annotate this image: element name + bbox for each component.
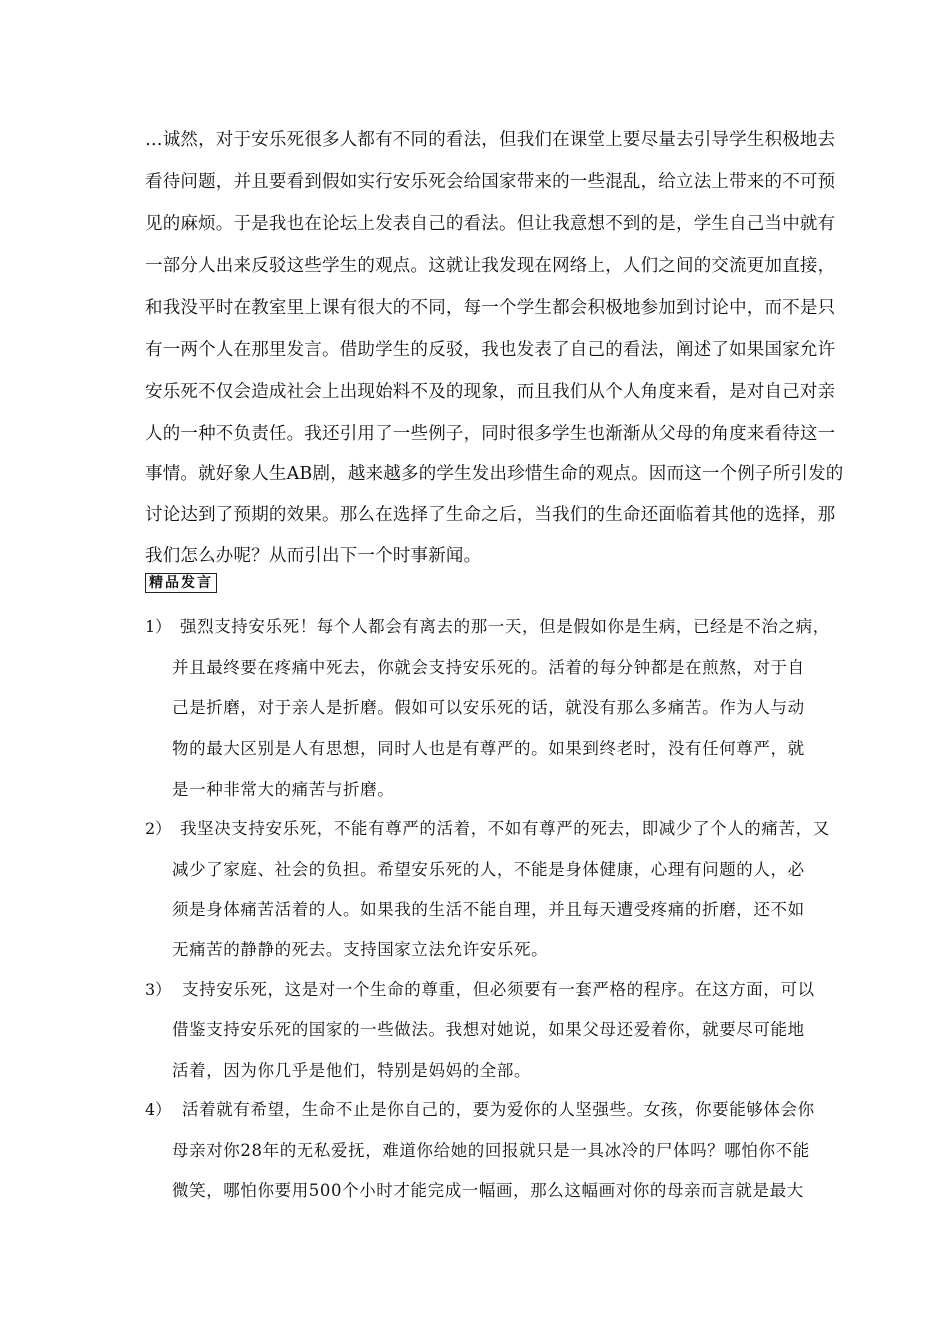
- paragraph-line: 有一两个人在那里发言。借助学生的反驳，我也发表了自己的看法，阐述了如果国家允许: [145, 340, 836, 360]
- item-line: 母亲对你28年的无私爱抚，难道你给她的回报就只是一具冰冷的尸体吗？哪怕你不能: [172, 1141, 810, 1160]
- paragraph-line: 安乐死不仅会造成社会上出现始料不及的现象，而且我们从个人角度来看，是对自己对亲: [145, 382, 836, 402]
- item-number: 3）: [145, 980, 172, 999]
- paragraph-line: 和我没平时在教室里上课有很大的不同，每一个学生都会积极地参加到讨论中，而不是只: [145, 298, 836, 318]
- item-line: 物的最大区别是人有思想，同时人也是有尊严的。如果到终老时，没有任何尊严，就: [172, 739, 805, 758]
- paragraph-line: 见的麻烦。于是我也在论坛上发表自己的看法。但让我意想不到的是，学生自己当中就有: [145, 214, 836, 234]
- item-line: 并且最终要在疼痛中死去，你就会支持安乐死的。活着的每分钟都是在煎熬，对于自: [172, 658, 805, 677]
- item-line: 减少了家庭、社会的负担。希望安乐死的人，不能是身体健康，心理有问题的人，必: [172, 860, 805, 879]
- item-number: 1）: [145, 617, 172, 636]
- item-line: 支持安乐死，这是对一个生命的尊重，但必须要有一套严格的程序。在这方面，可以: [182, 980, 815, 999]
- section-heading: 精品发言: [145, 573, 217, 593]
- item-line: 活着就有希望，生命不止是你自己的，要为爱你的人坚强些。女孩，你要能够体会你: [182, 1100, 815, 1119]
- item-line: 是一种非常大的痛苦与折磨。: [172, 780, 395, 799]
- item-line: 我坚决支持安乐死，不能有尊严的活着，不如有尊严的死去，即减少了个人的痛苦，又: [180, 819, 830, 838]
- paragraph-line: 事情。就好象人生AB剧，越来越多的学生发出珍惜生命的观点。因而这一个例子所引发的: [145, 464, 844, 484]
- item-line: 活着，因为你几乎是他们，特别是妈妈的全部。: [172, 1061, 532, 1080]
- item-line: 无痛苦的静静的死去。支持国家立法允许安乐死。: [172, 940, 549, 959]
- item-number: 2）: [145, 819, 172, 838]
- item-line: 微笑，哪怕你要用500个小时才能完成一幅画，那么这幅画对你的母亲而言就是最大: [172, 1181, 804, 1200]
- item-line: 须是身体痛苦活着的人。如果我的生活不能自理，并且每天遭受疼痛的折磨，还不如: [172, 900, 805, 919]
- item-number: 4）: [145, 1100, 172, 1119]
- item-line: 强烈支持安乐死！每个人都会有离去的那一天，但是假如你是生病，已经是不治之病，: [180, 617, 830, 636]
- paragraph-line: 看待问题，并且要看到假如实行安乐死会给国家带来的一些混乱，给立法上带来的不可预: [145, 172, 836, 192]
- item-line: 借鉴支持安乐死的国家的一些做法。我想对她说，如果父母还爱着你，就要尽可能地: [172, 1020, 805, 1039]
- paragraph-line: 一部分人出来反驳这些学生的观点。这就让我发现在网络上，人们之间的交流更加直接，: [145, 256, 836, 276]
- paragraph-line: 人的一种不负责任。我还引用了一些例子，同时很多学生也渐渐从父母的角度来看待这一: [145, 424, 836, 444]
- paragraph-line: 讨论达到了预期的效果。那么在选择了生命之后，当我们的生命还面临着其他的选择，那: [145, 505, 836, 525]
- paragraph-line: 我们怎么办呢？从而引出下一个时事新闻。: [145, 546, 482, 566]
- paragraph-line: …诚然，对于安乐死很多人都有不同的看法，但我们在课堂上要尽量去引导学生积极地去: [145, 130, 836, 150]
- item-line: 己是折磨，对于亲人是折磨。假如可以安乐死的话，就没有那么多痛苦。作为人与动: [172, 698, 805, 717]
